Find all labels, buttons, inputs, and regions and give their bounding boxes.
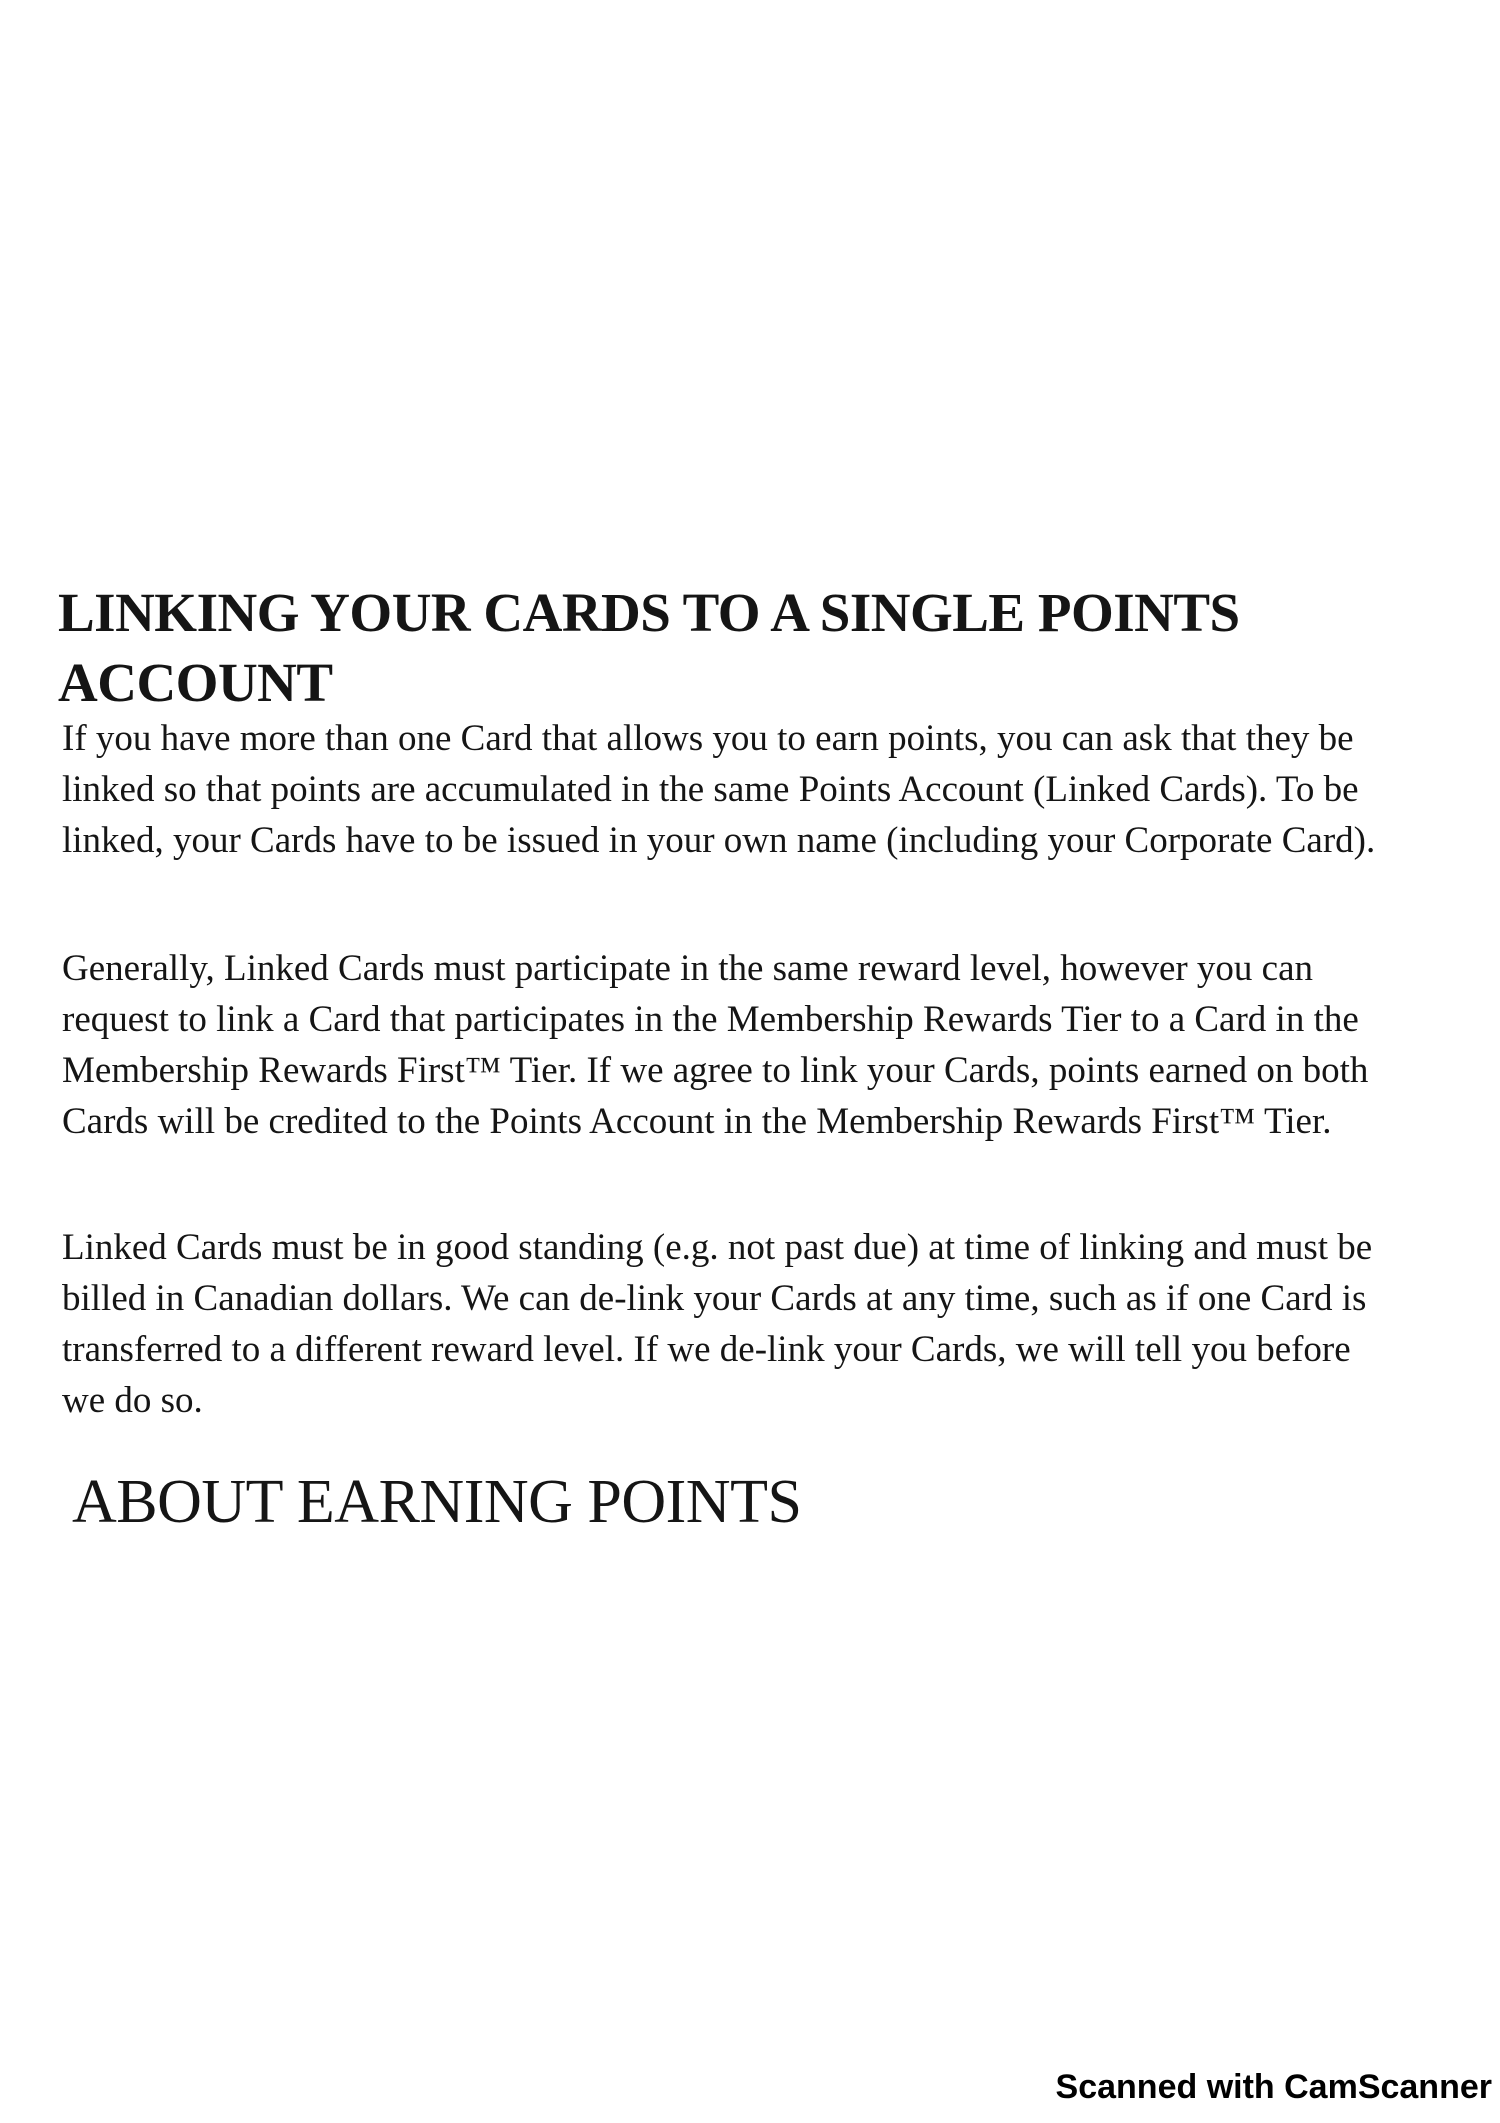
paragraph-good-standing: Linked Cards must be in good standing (e.g. not past due) at time of linking and must be billed in Canadian dollars. We can de-link your Cards at any time, such as if one Card is transferred to a different reward level. If we de-link your Cards, we will tell you before we do so. <box>62 1227 1373 1421</box>
scanner-watermark: Scanned with CamScanner <box>1055 2068 1492 2106</box>
paragraph-linking-intro: If you have more than one Card that allows you to earn points, you can ask that they be linked so that points are accumulated in the same Points Account (Linked Cards). To be linked, your Cards have to be issued in your own name (including your Corporate Card). <box>62 718 1376 861</box>
paragraph-reward-levels: Generally, Linked Cards must participate in the same reward level, however you can request to link a Card that participates in the Membership Rewards Tier to a Card in the Membership Rewards First™ Tier. If we agree to link your Cards, points earned on both Cards will be credited to the Points Account in the Membership Rewards First™ Tier. <box>62 948 1369 1142</box>
section-heading-linking-cards: LINKING YOUR CARDS TO A SINGLE POINTS ACCOUNT <box>58 582 1240 713</box>
section-heading-earning-points: ABOUT EARNING POINTS <box>72 1468 802 1536</box>
